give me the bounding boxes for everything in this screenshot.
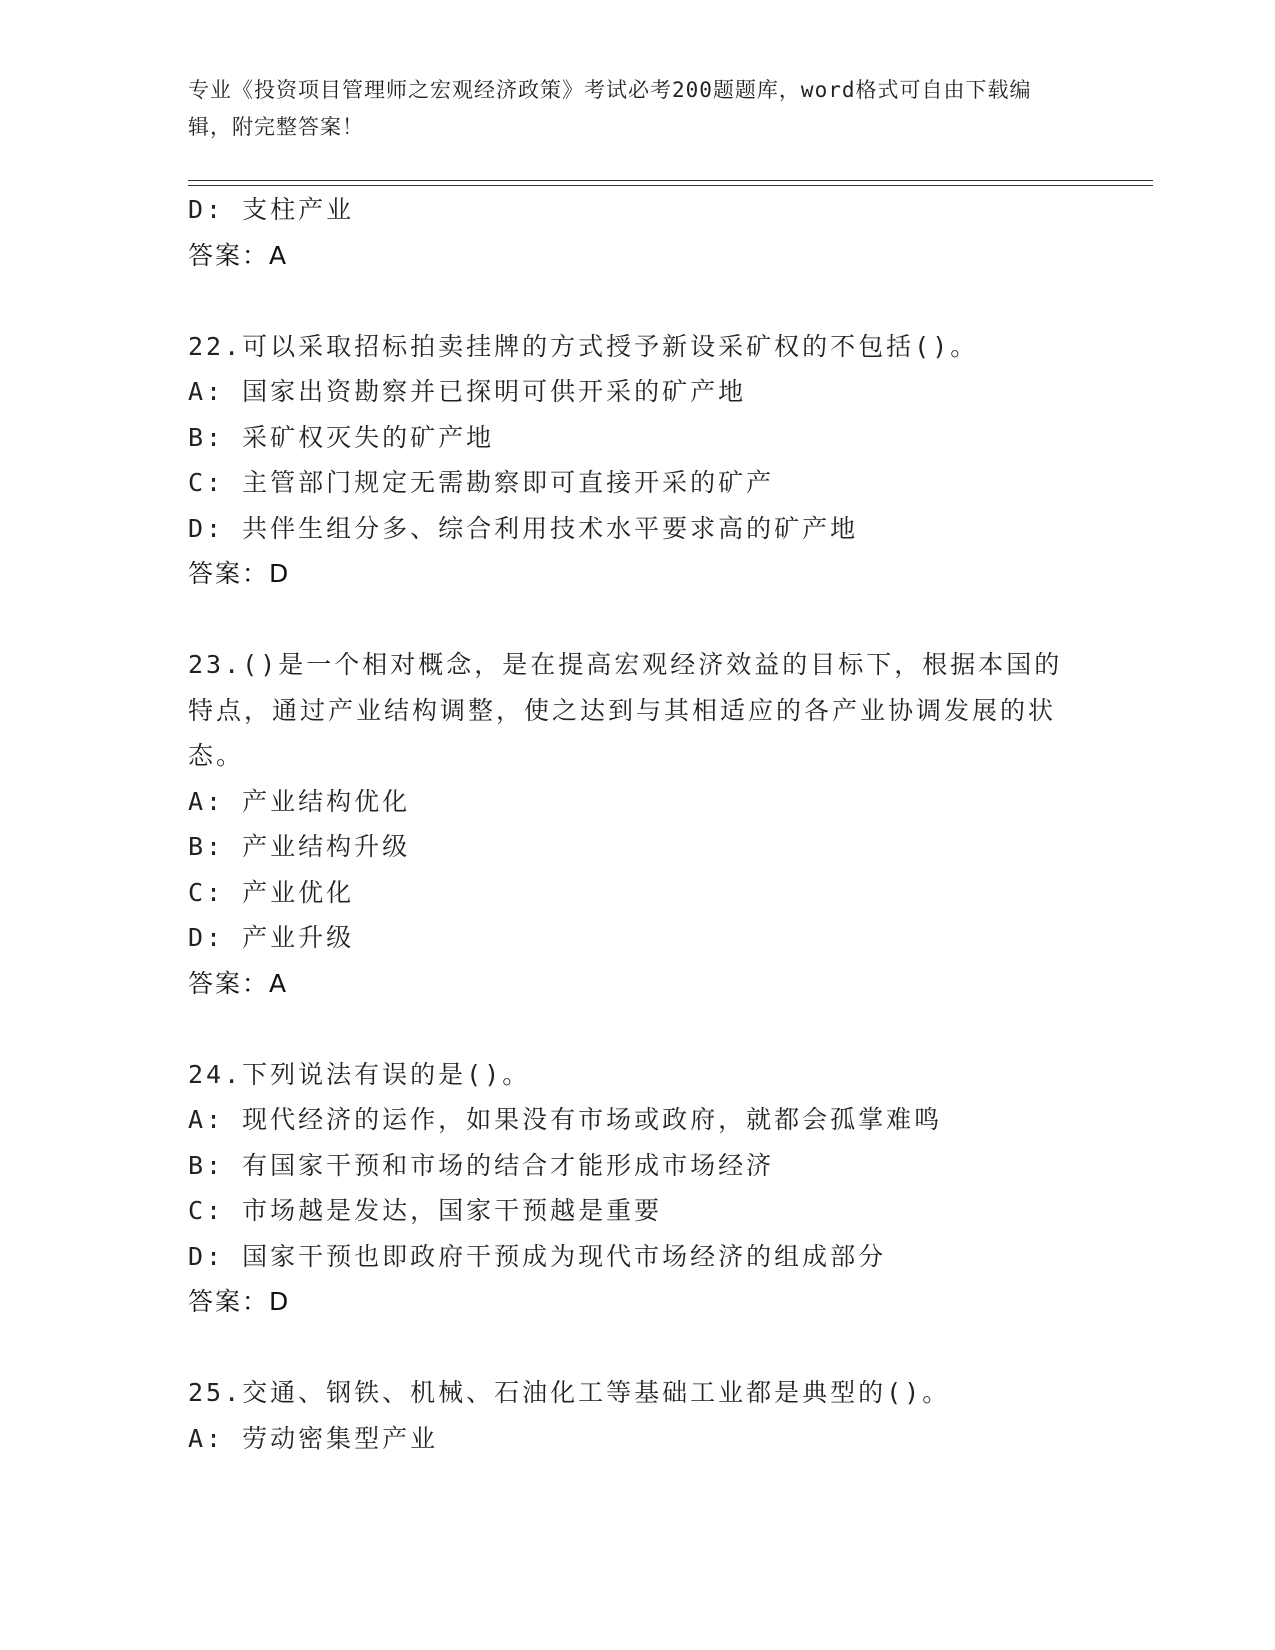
spacer [188,1325,1088,1371]
question-block-25 [188,1370,1088,1461]
option-a: A: 产业结构优化 [188,786,411,816]
option-a: A: 劳动密集型产业 [188,1423,439,1453]
question-block-22 [188,324,1088,597]
question-stem: 25.交通、钢铁、机械、石油化工等基础工业都是典型的()。 [188,1378,951,1407]
header-divider-top [188,180,1153,181]
option-d: D: 产业升级 [188,923,355,952]
document-header: 专业《投资项目管理师之宏观经济政策》考试必考200题题库，word格式可自由下载编辑，附完整答案！ [188,78,1032,139]
answer-text: 答案：D [188,559,291,588]
option-b: B: 产业结构升级 [188,832,411,861]
question-block-prev [188,187,1088,278]
question-stem: 24.下列说法有误的是()。 [188,1059,531,1089]
option-a: A: 国家出资勘察并已探明可供开采的矿产地 [188,377,747,406]
spacer [188,597,1088,643]
option-b: B: 有国家干预和市场的结合才能形成市场经济 [188,1150,775,1180]
option-c: C: 产业优化 [188,877,355,907]
header-divider-bottom [188,185,1153,186]
answer-text: 答案：D [188,1287,291,1316]
spacer [188,1006,1088,1052]
question-list [188,187,1088,1461]
answer-text: 答案：A [188,968,289,998]
question-block-24 [188,1052,1088,1325]
question-stem: 22.可以采取招标拍卖挂牌的方式授予新设采矿权的不包括()。 [188,331,979,361]
option-b: B: 采矿权灭失的矿产地 [188,422,495,452]
option-a: A: 现代经济的运作，如果没有市场或政府，就都会孤掌难鸣 [188,1105,943,1134]
option-d: D: 支柱产业 [188,195,355,224]
option-d: D: 共伴生组分多、综合利用技术水平要求高的矿产地 [188,513,859,543]
option-c: C: 市场越是发达，国家干预越是重要 [188,1196,663,1225]
spacer [188,278,1088,324]
option-d: D: 国家干预也即政府干预成为现代市场经济的组成部分 [188,1241,887,1271]
question-stem: 23.()是一个相对概念，是在提高宏观经济效益的目标下，根据本国的特点，通过产业结构调整，使之达到与其相适应的各产业协调发展的状态。 [188,650,1063,770]
question-block-23 [188,642,1088,1006]
answer-text: 答案：A [188,240,289,270]
option-c: C: 主管部门规定无需勘察即可直接开采的矿产 [188,468,775,497]
